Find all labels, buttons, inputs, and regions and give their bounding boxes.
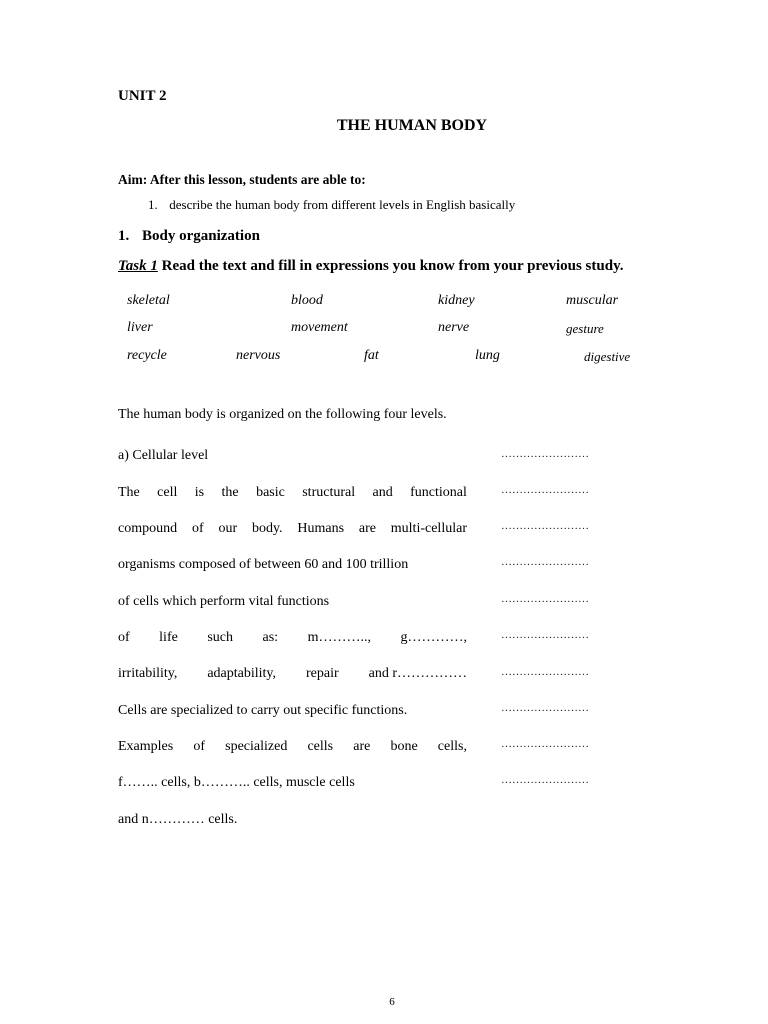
aim-item-number: 1. bbox=[148, 197, 158, 212]
text-line: of life such as: m……….., g…………, bbox=[118, 630, 467, 645]
section-title: Body organization bbox=[142, 228, 260, 244]
word-bank-item: gesture bbox=[566, 321, 604, 336]
word-bank-item: blood bbox=[291, 293, 323, 308]
answer-blank[interactable]: …………………… bbox=[501, 520, 589, 532]
text-line: The cell is the basic structural and functional bbox=[118, 485, 467, 500]
answer-blank[interactable]: …………………… bbox=[501, 448, 589, 460]
word-bank-item: lung bbox=[475, 348, 500, 363]
answer-blank[interactable]: …………………… bbox=[501, 593, 589, 605]
text-line: Cells are specialized to carry out specific functions. bbox=[118, 703, 408, 718]
word-bank-item: digestive bbox=[584, 349, 631, 364]
page-title: THE HUMAN BODY bbox=[336, 117, 488, 134]
unit-label: UNIT 2 bbox=[118, 88, 167, 104]
section-heading bbox=[118, 228, 260, 245]
word-bank-item: kidney bbox=[438, 293, 475, 308]
answer-blank[interactable]: …………………… bbox=[501, 774, 589, 786]
answer-blank[interactable]: …………………… bbox=[501, 556, 589, 568]
text-line: of cells which perform vital functions bbox=[118, 594, 330, 609]
answer-blank[interactable]: …………………… bbox=[501, 629, 589, 641]
text-line: compound of our body. Humans are multi-cellular bbox=[118, 521, 467, 536]
word-bank-item: nervous bbox=[236, 348, 281, 363]
answer-blank[interactable]: …………………… bbox=[501, 738, 589, 750]
subheading-cellular-level: a) Cellular level bbox=[118, 448, 209, 463]
answer-blank[interactable]: …………………… bbox=[501, 666, 589, 678]
word-bank-item: nerve bbox=[438, 320, 470, 335]
word-bank-item: recycle bbox=[127, 348, 167, 363]
word-bank-item: fat bbox=[364, 348, 379, 363]
word-bank-item: liver bbox=[127, 320, 153, 335]
aim-list-item bbox=[148, 197, 515, 213]
answer-blank[interactable]: …………………… bbox=[501, 702, 589, 714]
text-line: and n………… cells. bbox=[118, 812, 238, 827]
section-number: 1. bbox=[118, 228, 130, 244]
text-line: irritability, adaptability, repair and r…………… bbox=[118, 666, 467, 681]
task-text: Read the text and fill in expressions you know from your previous study. bbox=[157, 258, 624, 274]
text-line: f…….. cells, b……….. cells, muscle cells bbox=[118, 775, 355, 790]
task-instruction bbox=[118, 258, 624, 275]
intro-paragraph: The human body is organized on the following four levels. bbox=[118, 407, 447, 422]
task-label: Task 1 bbox=[118, 258, 158, 274]
answer-blank[interactable]: …………………… bbox=[501, 484, 589, 496]
word-bank-item: movement bbox=[291, 320, 348, 335]
aim-heading: Aim: After this lesson, students are able to: bbox=[118, 172, 366, 187]
page-number: 6 bbox=[389, 996, 395, 1008]
word-bank-item: muscular bbox=[566, 293, 619, 308]
aim-item-text: describe the human body from different levels in English basically bbox=[169, 197, 516, 212]
text-line: Examples of specialized cells are bone cells, bbox=[118, 739, 467, 754]
word-bank-item: skeletal bbox=[127, 293, 170, 308]
text-line: organisms composed of between 60 and 100 trillion bbox=[118, 557, 409, 572]
